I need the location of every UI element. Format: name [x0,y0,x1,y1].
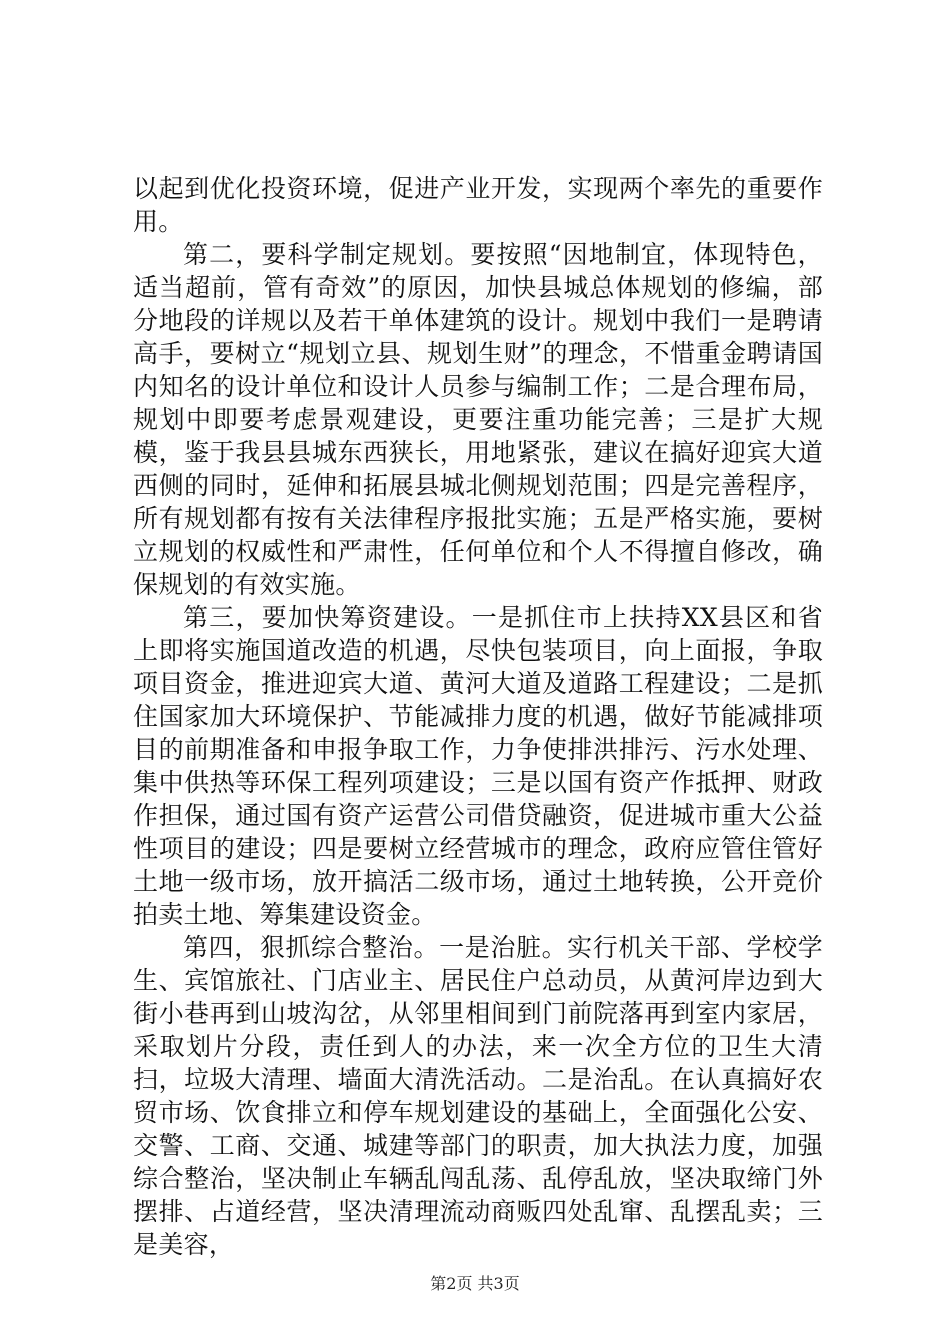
paragraph-third-funding: 第三，要加快筹资建设。一是抓住市上扶持XX县区和省上即将实施国道改造的机遇，尽快包装项目，向上面报，争取项目资金，推进迎宾大道、黄河大道及道路工程建设；二是抓住国家加大环境保护、节能减排力度的机遇，做好节能减排项目的前期准备和申报争取工作，力争使排洪排污、污水处理、集中供热等环保工程列项建设；三是以国有资产作抵押、财政作担保，通过国有资产运营公司借贷融资，促进城市重大公益性项目的建设；四是要树立经营城市的理念，政府应管住管好土地一级市场，放开搞活二级市场，通过土地转换，公开竞价拍卖土地、筹集建设资金。 [133,603,823,929]
document-body [133,172,823,1261]
page-footer: 第2页 共3页 [430,1274,520,1293]
paragraph-continuation: 以起到优化投资环境，促进产业开发，实现两个率先的重要作用。 [133,174,823,236]
paragraph-second-planning: 第二，要科学制定规划。要按照“因地制宜，体现特色，适当超前，管有奇效”的原因，加快县城总体规划的修编，部分地段的详规以及若干单体建筑的设计。规划中我们一是聘请高手，要树立“规划立县、规划生财”的理念，不惜重金聘请国内知名的设计单位和设计人员参与编制工作；二是合理布局，规划中即要考虑景观建设，更要注重功能完善；三是扩大规模，鉴于我县县城东西狭长，用地紧张，建议在搞好迎宾大道西侧的同时，延伸和拓展县城北侧规划范围；四是完善程序，所有规划都有按有关法律程序报批实施；五是严格实施，要树立规划的权威性和严肃性，任何单位和个人不得擅自修改，确保规划的有效实施。 [133,240,823,599]
paragraph-fourth-rectification: 第四，狠抓综合整治。一是治脏。实行机关干部、学校学生、宾馆旅社、门店业主、居民住户总动员，从黄河岸边到大街小巷再到山坡沟岔，从邻里相间到门前院落再到室内家居，采取划片分段，责任到人的办法，来一次全方位的卫生大清扫，垃圾大清理、墙面大清洗活动。二是治乱。在认真搞好农贸市场、饮食排立和停车规划建设的基础上，全面强化公安、交警、工商、交通、城建等部门的职责，加大执法力度，加强综合整治，坚决制止车辆乱闯乱荡、乱停乱放，坚决取缔门外摆排、占道经营，坚决清理流动商贩四处乱窜、乱摆乱卖；三是美容， [133,933,823,1259]
